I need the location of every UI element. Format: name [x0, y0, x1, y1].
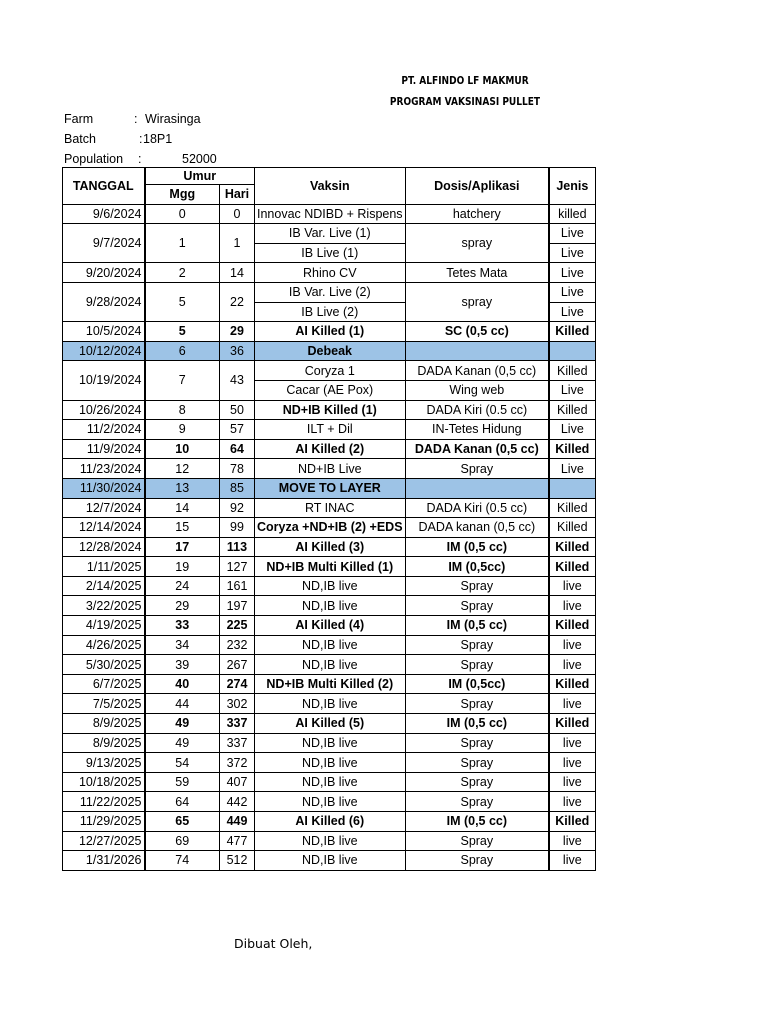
jenis-cell: killed [549, 204, 595, 224]
dosis-cell: Spray [405, 733, 549, 753]
table-row [63, 204, 596, 224]
date-cell: 1/31/2026 [63, 851, 145, 871]
date-cell: 9/28/2024 [63, 282, 145, 321]
mgg-cell: 9 [145, 420, 220, 440]
date-cell: 9/7/2024 [63, 224, 145, 263]
date-cell: 11/9/2024 [63, 439, 145, 459]
vaksin-cell: ND,IB live [255, 772, 406, 792]
mgg-cell: 65 [145, 812, 220, 832]
header-tanggal: TANGGAL [63, 168, 145, 205]
vaksin-cell: IB Var. Live (2) [255, 282, 406, 302]
vaksin-cell: Debeak [255, 341, 406, 361]
date-cell: 10/26/2024 [63, 400, 145, 420]
date-cell: 12/7/2024 [63, 498, 145, 518]
mgg-cell: 0 [145, 204, 220, 224]
vaksin-cell: AI Killed (2) [255, 439, 406, 459]
hari-cell: 337 [220, 733, 255, 753]
jenis-cell: Live [549, 302, 595, 322]
date-cell: 11/29/2025 [63, 812, 145, 832]
vaksin-cell: Innovac NDIBD + Rispens [255, 204, 406, 224]
hari-cell: 0 [220, 204, 255, 224]
farm-colon: : [134, 112, 138, 126]
mgg-cell: 40 [145, 674, 220, 694]
dosis-cell: Spray [405, 459, 549, 479]
table-row [63, 498, 596, 518]
vaksin-cell: ND,IB live [255, 596, 406, 616]
header-mgg: Mgg [145, 185, 220, 205]
date-cell: 7/5/2025 [63, 694, 145, 714]
table-row [63, 439, 596, 459]
date-cell: 10/19/2024 [63, 361, 145, 400]
jenis-cell: Live [549, 243, 595, 263]
hari-cell: 92 [220, 498, 255, 518]
header-dosis: Dosis/Aplikasi [405, 168, 549, 205]
vaksin-cell: AI Killed (1) [255, 322, 406, 342]
date-cell: 4/19/2025 [63, 616, 145, 636]
dosis-cell: Spray [405, 772, 549, 792]
table-row [63, 635, 596, 655]
population-value: 52000 [182, 152, 217, 166]
hari-cell: 449 [220, 812, 255, 832]
batch-info [64, 132, 173, 146]
dosis-cell: IM (0,5 cc) [405, 537, 549, 557]
hari-cell: 64 [220, 439, 255, 459]
mgg-cell: 1 [145, 224, 220, 263]
hari-cell: 232 [220, 635, 255, 655]
vaksin-cell: Rhino CV [255, 263, 406, 283]
vaksin-cell: ND+IB Killed (1) [255, 400, 406, 420]
table-row [63, 576, 596, 596]
mgg-cell: 7 [145, 361, 220, 400]
table-row [63, 400, 596, 420]
mgg-cell: 12 [145, 459, 220, 479]
date-cell: 8/9/2025 [63, 714, 145, 734]
date-cell: 2/14/2025 [63, 576, 145, 596]
header-vaksin: Vaksin [255, 168, 406, 205]
vaksin-cell: RT INAC [255, 498, 406, 518]
hari-cell: 14 [220, 263, 255, 283]
hari-cell: 29 [220, 322, 255, 342]
mgg-cell: 2 [145, 263, 220, 283]
dosis-cell: DADA Kiri (0.5 cc) [405, 498, 549, 518]
dosis-cell: IM (0,5cc) [405, 557, 549, 577]
hari-cell: 22 [220, 282, 255, 321]
date-cell: 9/20/2024 [63, 263, 145, 283]
hari-cell: 43 [220, 361, 255, 400]
vaksin-cell: ND,IB live [255, 576, 406, 596]
jenis-cell [549, 341, 595, 361]
table-row [63, 792, 596, 812]
header-umur: Umur [145, 168, 255, 185]
table-row [63, 341, 596, 361]
batch-value: 18P1 [143, 132, 173, 146]
jenis-cell: live [549, 635, 595, 655]
dosis-cell: spray [405, 282, 549, 321]
jenis-cell: live [549, 655, 595, 675]
table-row [63, 674, 596, 694]
batch-label: Batch [64, 132, 96, 146]
jenis-cell [549, 478, 595, 498]
date-cell: 4/26/2025 [63, 635, 145, 655]
date-cell: 9/6/2024 [63, 204, 145, 224]
dosis-cell: Spray [405, 694, 549, 714]
dosis-cell: IM (0,5 cc) [405, 616, 549, 636]
dosis-cell: Spray [405, 831, 549, 851]
dosis-cell: IM (0,5 cc) [405, 812, 549, 832]
jenis-cell: live [549, 792, 595, 812]
vaksin-cell: ILT + Dil [255, 420, 406, 440]
dosis-cell: Spray [405, 655, 549, 675]
mgg-cell: 19 [145, 557, 220, 577]
mgg-cell: 6 [145, 341, 220, 361]
jenis-cell: live [549, 694, 595, 714]
date-cell: 10/12/2024 [63, 341, 145, 361]
hari-cell: 127 [220, 557, 255, 577]
vaksin-cell: ND+IB Multi Killed (1) [255, 557, 406, 577]
date-cell: 10/5/2024 [63, 322, 145, 342]
hari-cell: 407 [220, 772, 255, 792]
jenis-cell: Live [549, 420, 595, 440]
mgg-cell: 49 [145, 733, 220, 753]
dosis-cell: Spray [405, 851, 549, 871]
vaksin-cell: Coryza +ND+IB (2) +EDS [255, 518, 406, 538]
dosis-cell [405, 341, 549, 361]
jenis-cell: Live [549, 224, 595, 244]
dosis-cell: Spray [405, 792, 549, 812]
table-row [63, 282, 596, 302]
vaksin-cell: ND+IB Live [255, 459, 406, 479]
hari-cell: 1 [220, 224, 255, 263]
vaksin-cell: ND,IB live [255, 694, 406, 714]
mgg-cell: 15 [145, 518, 220, 538]
table-row [63, 655, 596, 675]
mgg-cell: 49 [145, 714, 220, 734]
hari-cell: 161 [220, 576, 255, 596]
hari-cell: 36 [220, 341, 255, 361]
dosis-cell: spray [405, 224, 549, 263]
population-colon: : [138, 152, 142, 166]
date-cell: 12/27/2025 [63, 831, 145, 851]
vaksin-cell: ND,IB live [255, 733, 406, 753]
jenis-cell: live [549, 831, 595, 851]
dosis-cell: Tetes Mata [405, 263, 549, 283]
dosis-cell: SC (0,5 cc) [405, 322, 549, 342]
mgg-cell: 14 [145, 498, 220, 518]
jenis-cell: Live [549, 263, 595, 283]
vaksin-cell: AI Killed (3) [255, 537, 406, 557]
table-row [63, 616, 596, 636]
vaksin-cell: MOVE TO LAYER [255, 478, 406, 498]
hari-cell: 85 [220, 478, 255, 498]
hari-cell: 372 [220, 753, 255, 773]
dosis-cell: IM (0,5 cc) [405, 714, 549, 734]
vaksin-cell: ND,IB live [255, 655, 406, 675]
table-row [63, 263, 596, 283]
mgg-cell: 5 [145, 322, 220, 342]
vaksin-cell: IB Var. Live (1) [255, 224, 406, 244]
date-cell: 11/30/2024 [63, 478, 145, 498]
jenis-cell: Live [549, 459, 595, 479]
hari-cell: 477 [220, 831, 255, 851]
table-row [63, 812, 596, 832]
jenis-cell: Killed [549, 498, 595, 518]
jenis-cell: Killed [549, 812, 595, 832]
table-row [63, 851, 596, 871]
mgg-cell: 17 [145, 537, 220, 557]
vaksin-cell: ND+IB Multi Killed (2) [255, 674, 406, 694]
table-row [63, 518, 596, 538]
date-cell: 12/14/2024 [63, 518, 145, 538]
vaksin-cell: ND,IB live [255, 851, 406, 871]
jenis-cell: Killed [549, 616, 595, 636]
jenis-cell: live [549, 772, 595, 792]
dosis-cell: DADA Kanan (0,5 cc) [405, 439, 549, 459]
program-title: PROGRAM VAKSINASI PULLET [389, 95, 541, 108]
table-row [63, 459, 596, 479]
vaccination-schedule-table [62, 167, 596, 871]
hari-cell: 302 [220, 694, 255, 714]
mgg-cell: 44 [145, 694, 220, 714]
company-name: PT. ALFINDO LF MAKMUR [401, 74, 529, 87]
dosis-cell: Spray [405, 596, 549, 616]
jenis-cell: Killed [549, 714, 595, 734]
dosis-cell: DADA Kanan (0,5 cc) [405, 361, 549, 381]
jenis-cell: Live [549, 380, 595, 400]
mgg-cell: 10 [145, 439, 220, 459]
jenis-cell: Killed [549, 400, 595, 420]
mgg-cell: 64 [145, 792, 220, 812]
table-row [63, 753, 596, 773]
table-row [63, 772, 596, 792]
table-row [63, 596, 596, 616]
table-row [63, 478, 596, 498]
vaksin-cell: ND,IB live [255, 792, 406, 812]
dibuat-oleh: Dibuat Oleh, [234, 936, 313, 951]
hari-cell: 197 [220, 596, 255, 616]
vaksin-cell: IB Live (2) [255, 302, 406, 322]
hari-cell: 99 [220, 518, 255, 538]
date-cell: 11/22/2025 [63, 792, 145, 812]
farm-info [64, 112, 201, 126]
dosis-cell [405, 478, 549, 498]
jenis-cell: Killed [549, 557, 595, 577]
vaksin-cell: AI Killed (4) [255, 616, 406, 636]
dosis-cell: hatchery [405, 204, 549, 224]
vaksin-cell: ND,IB live [255, 753, 406, 773]
vaksin-cell: AI Killed (6) [255, 812, 406, 832]
table-row [63, 361, 596, 381]
population-info [64, 152, 217, 166]
date-cell: 1/11/2025 [63, 557, 145, 577]
jenis-cell: Killed [549, 439, 595, 459]
mgg-cell: 59 [145, 772, 220, 792]
mgg-cell: 54 [145, 753, 220, 773]
table-row [63, 694, 596, 714]
dosis-cell: IN-Tetes Hidung [405, 420, 549, 440]
hari-cell: 442 [220, 792, 255, 812]
date-cell: 8/9/2025 [63, 733, 145, 753]
header-jenis: Jenis [549, 168, 595, 205]
mgg-cell: 13 [145, 478, 220, 498]
farm-value: Wirasinga [145, 112, 201, 126]
vaksin-cell: IB Live (1) [255, 243, 406, 263]
jenis-cell: Killed [549, 674, 595, 694]
date-cell: 12/28/2024 [63, 537, 145, 557]
dosis-cell: IM (0,5cc) [405, 674, 549, 694]
dosis-cell: Wing web [405, 380, 549, 400]
table-row [63, 420, 596, 440]
dosis-cell: Spray [405, 753, 549, 773]
mgg-cell: 33 [145, 616, 220, 636]
table-row [63, 537, 596, 557]
dosis-cell: Spray [405, 635, 549, 655]
date-cell: 6/7/2025 [63, 674, 145, 694]
vaksin-cell: Cacar (AE Pox) [255, 380, 406, 400]
table-row [63, 557, 596, 577]
vaksin-cell: ND,IB live [255, 635, 406, 655]
date-cell: 11/2/2024 [63, 420, 145, 440]
hari-cell: 512 [220, 851, 255, 871]
jenis-cell: live [549, 596, 595, 616]
dosis-cell: Spray [405, 576, 549, 596]
mgg-cell: 5 [145, 282, 220, 321]
hari-cell: 57 [220, 420, 255, 440]
hari-cell: 337 [220, 714, 255, 734]
date-cell: 9/13/2025 [63, 753, 145, 773]
date-cell: 10/18/2025 [63, 772, 145, 792]
mgg-cell: 8 [145, 400, 220, 420]
table-row [63, 224, 596, 244]
jenis-cell: Killed [549, 322, 595, 342]
hari-cell: 274 [220, 674, 255, 694]
table-row [63, 322, 596, 342]
date-cell: 11/23/2024 [63, 459, 145, 479]
jenis-cell: Killed [549, 361, 595, 381]
jenis-cell: Killed [549, 518, 595, 538]
mgg-cell: 29 [145, 596, 220, 616]
dosis-cell: DADA kanan (0,5 cc) [405, 518, 549, 538]
table-row [63, 733, 596, 753]
hari-cell: 78 [220, 459, 255, 479]
jenis-cell: live [549, 733, 595, 753]
hari-cell: 267 [220, 655, 255, 675]
mgg-cell: 39 [145, 655, 220, 675]
hari-cell: 50 [220, 400, 255, 420]
date-cell: 5/30/2025 [63, 655, 145, 675]
hari-cell: 113 [220, 537, 255, 557]
batch-colon: : [139, 132, 143, 146]
jenis-cell: Live [549, 282, 595, 302]
table-row [63, 714, 596, 734]
jenis-cell: live [549, 753, 595, 773]
vaksin-cell: Coryza 1 [255, 361, 406, 381]
population-label: Population [64, 152, 124, 166]
hari-cell: 225 [220, 616, 255, 636]
jenis-cell: Killed [549, 537, 595, 557]
mgg-cell: 24 [145, 576, 220, 596]
dosis-cell: DADA Kiri (0.5 cc) [405, 400, 549, 420]
jenis-cell: live [549, 851, 595, 871]
farm-label: Farm [64, 112, 94, 126]
mgg-cell: 34 [145, 635, 220, 655]
mgg-cell: 74 [145, 851, 220, 871]
vaksin-cell: ND,IB live [255, 831, 406, 851]
vaksin-cell: AI Killed (5) [255, 714, 406, 734]
header-hari: Hari [220, 185, 255, 205]
jenis-cell: live [549, 576, 595, 596]
date-cell: 3/22/2025 [63, 596, 145, 616]
table-row [63, 831, 596, 851]
mgg-cell: 69 [145, 831, 220, 851]
